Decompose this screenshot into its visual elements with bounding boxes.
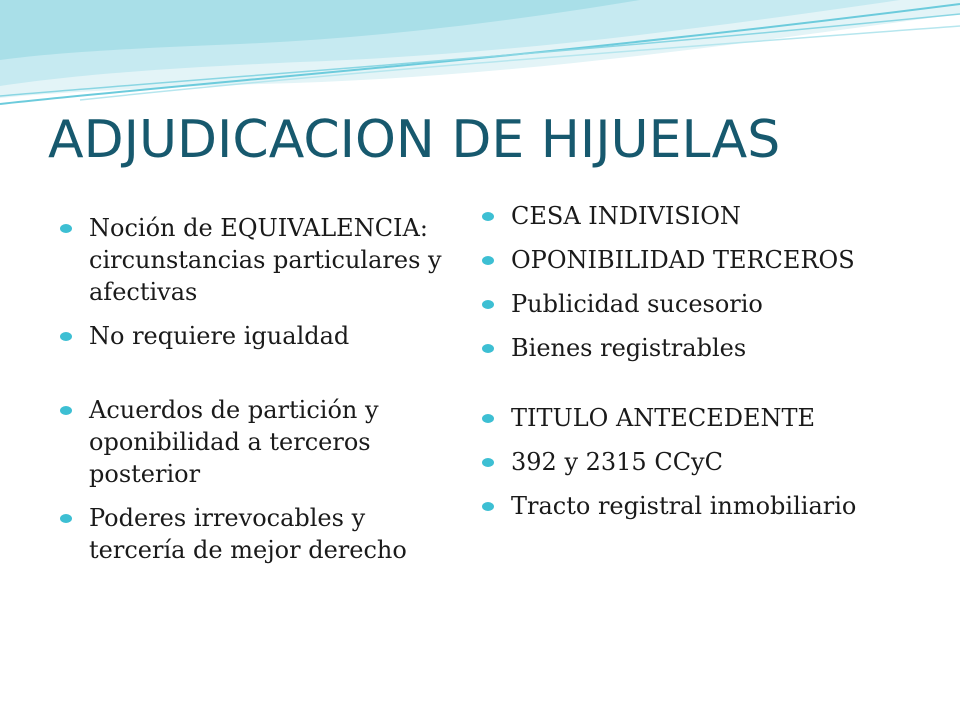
bullet-icon: [482, 212, 494, 221]
list-item-text: Poderes irrevocables y tercería de mejor derecho: [89, 504, 407, 564]
bullet-icon: [482, 414, 494, 423]
header-wave-decoration: [0, 0, 960, 120]
list-item-text: Tracto registral inmobiliario: [511, 492, 857, 520]
list-item: [482, 332, 922, 364]
bullet-icon: [482, 300, 494, 309]
list-item-text: TITULO ANTECEDENTE: [511, 404, 815, 432]
bullet-icon: [60, 224, 72, 233]
list-item: [482, 446, 922, 478]
list-item-text: 392 y 2315 CCyC: [511, 448, 723, 476]
bullet-icon: [482, 458, 494, 467]
right-bullet-list: [482, 200, 922, 534]
list-item: [60, 394, 460, 490]
bullet-icon: [60, 332, 72, 341]
bullet-icon: [482, 502, 494, 511]
bullet-icon: [482, 256, 494, 265]
list-item-text: No requiere igualdad: [89, 322, 350, 350]
list-item: [482, 402, 922, 434]
list-item-text: Noción de EQUIVALENCIA: circunstancias particulares y afectivas: [89, 214, 442, 306]
list-item: [482, 288, 922, 320]
bullet-icon: [60, 514, 72, 523]
list-item: [482, 200, 922, 232]
list-item-text: OPONIBILIDAD TERCEROS: [511, 246, 855, 274]
list-item: [60, 502, 460, 566]
list-item: [482, 244, 922, 276]
list-item-text: Bienes registrables: [511, 334, 747, 362]
list-item-text: Acuerdos de partición y oponibilidad a terceros posterior: [89, 396, 379, 488]
bullet-icon: [482, 344, 494, 353]
list-item: [60, 320, 460, 352]
list-item-text: CESA INDIVISION: [511, 202, 741, 230]
left-bullet-list: [60, 212, 460, 578]
list-item: [60, 212, 460, 308]
list-item-text: Publicidad sucesorio: [511, 290, 763, 318]
bullet-icon: [60, 406, 72, 415]
list-item: [482, 490, 922, 522]
slide-title: ADJUDICACION DE HIJUELAS: [48, 110, 781, 170]
